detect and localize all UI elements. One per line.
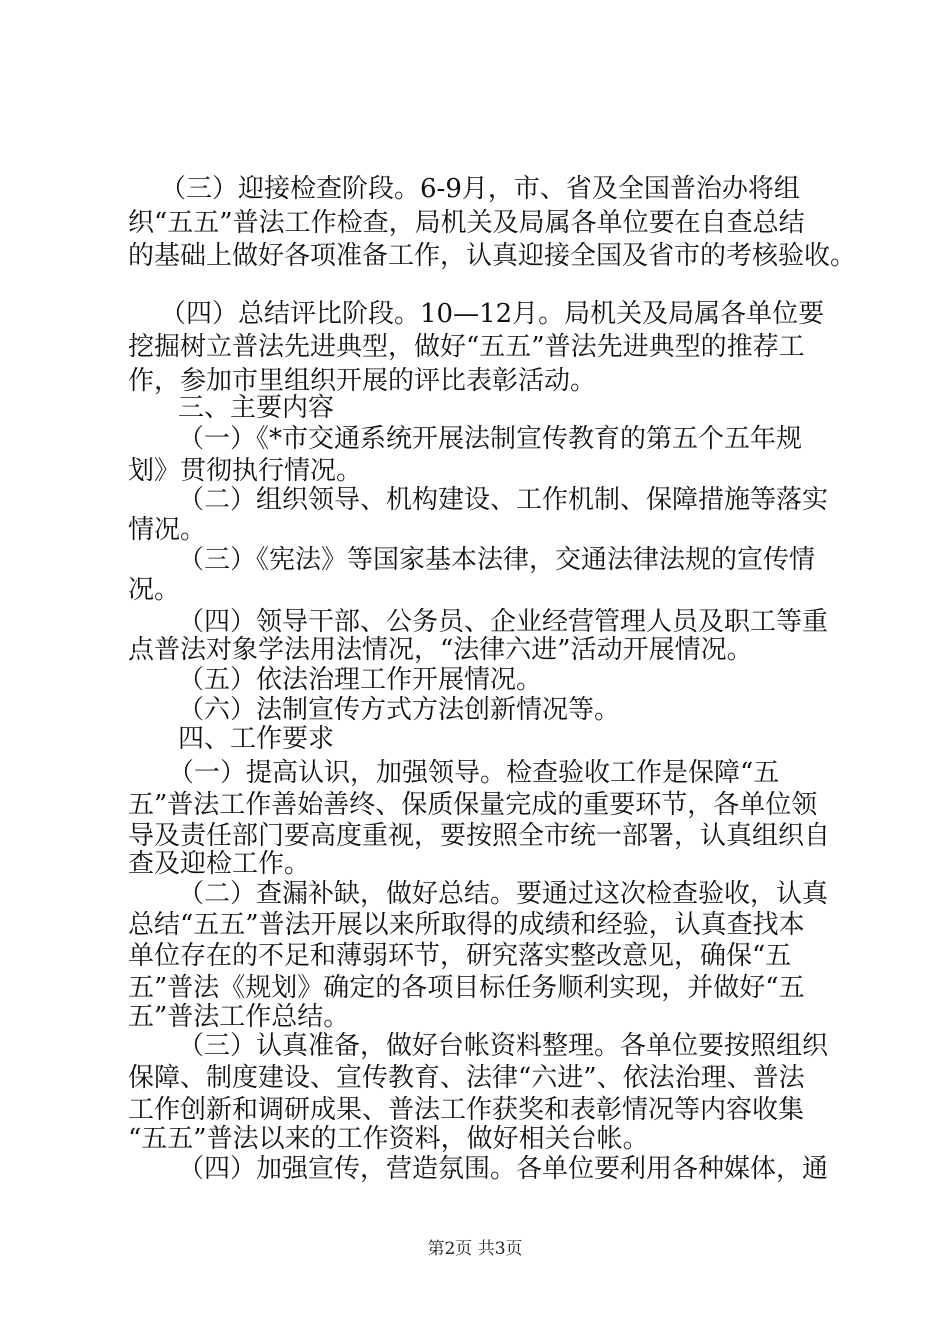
- text-line: （二）查漏补缺，做好总结。要通过这次检查验收，认真: [178, 879, 829, 909]
- section-heading: 四、工作要求: [178, 724, 335, 754]
- text-line: 点普法对象学法用法情况，“法律六进”活动开展情况。: [128, 635, 753, 665]
- text-line: 导及责任部门要高度重视，要按照全市统一部署，认真组织自: [128, 821, 831, 851]
- text-line: （六）法制宣传方式方法创新情况等。: [178, 695, 621, 725]
- text-line: 划》贯彻执行情况。: [128, 456, 363, 486]
- text-line: （一）《*市交通系统开展法制宣传教育的第五个五年规: [178, 424, 803, 454]
- text-line: 织“五五”普法工作检查，局机关及局属各单位要在自查总结: [128, 208, 805, 238]
- text-line: （三）《宪法》等国家基本法律，交通法律法规的宣传情: [178, 545, 816, 575]
- text-line: 作，参加市里组织开展的评比表彰活动。: [128, 366, 597, 396]
- page-number: 第2页 共3页: [427, 1239, 523, 1259]
- text-line: 况。: [128, 575, 181, 605]
- text-line: （四）领导干部、公务员、企业经营管理人员及职工等重: [178, 607, 829, 637]
- text-line: 的基础上做好各项准备工作，认真迎接全国及省市的考核验收。: [128, 241, 857, 271]
- text-line: 单位存在的不足和薄弱环节，研究落实整改意见，确保“五: [128, 941, 792, 971]
- text-line: 挖掘树立普法先进典型，做好“五五”普法先进典型的推荐工: [128, 332, 805, 362]
- text-line: （一）提高认识，加强领导。检查验收工作是保障“五: [168, 758, 780, 788]
- text-line: 保障、制度建设、宣传教育、法律“六进”、依法治理、普法: [128, 1063, 805, 1093]
- text-line: 总结“五五”普法开展以来所取得的成绩和经验，认真查找本: [128, 910, 805, 940]
- text-line: 五”普法工作善始善终、保质保量完成的重要环节，各单位领: [128, 790, 818, 820]
- text-line: （四）加强宣传，营造氛围。各单位要利用各种媒体，通: [178, 1154, 829, 1184]
- text-line: 工作创新和调研成果、普法工作获奖和表彰情况等内容收集: [128, 1095, 805, 1125]
- text-line: “五五”普法以来的工作资料，做好相关台帐。: [128, 1124, 649, 1154]
- text-line: 查及迎检工作。: [128, 849, 311, 879]
- text-line: 五”普法《规划》确定的各项目标任务顺利实现，并做好“五: [128, 973, 805, 1003]
- text-line: （四）总结评比阶段。10—12月。局机关及局属各单位要: [160, 299, 825, 329]
- text-line: （二）组织领导、机构建设、工作机制、保障措施等落实: [178, 485, 829, 515]
- text-line: （五）依法治理工作开展情况。: [178, 665, 543, 695]
- text-line: 情况。: [128, 515, 207, 545]
- text-line: （三）认真准备，做好台帐资料整理。各单位要按照组织: [178, 1031, 829, 1061]
- text-line: （三）迎接检查阶段。6-9月，市、省及全国普治办将组: [160, 174, 800, 204]
- section-heading: 三、主要内容: [178, 393, 335, 423]
- text-line: 五”普法工作总结。: [128, 1002, 350, 1032]
